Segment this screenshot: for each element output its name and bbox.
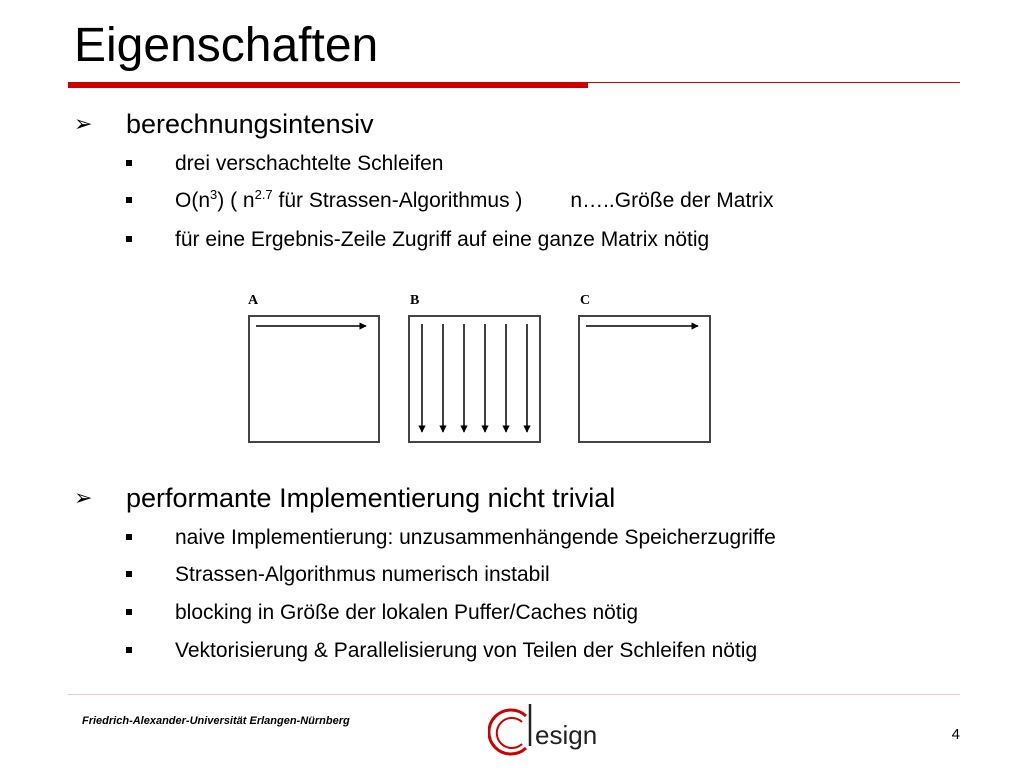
arrow-bullet-icon: ➢ bbox=[74, 485, 93, 510]
square-bullet-icon bbox=[126, 571, 132, 577]
logo-text: esign bbox=[535, 720, 598, 750]
bullet-text: Strassen-Algorithmus numerisch instabil bbox=[175, 563, 550, 586]
matrix-a-box bbox=[249, 316, 379, 442]
matrix-c-box bbox=[579, 316, 710, 442]
square-bullet-icon bbox=[126, 236, 132, 242]
column-arrows-b bbox=[422, 324, 527, 432]
design-logo bbox=[488, 700, 613, 762]
bullet-text-complexity: $O(n^3)$ ( $n^{2.7}$ für Strassen-Algorithmus ) n…..Größe der Matrix bbox=[175, 187, 774, 212]
page-number: 4 bbox=[951, 726, 960, 743]
square-bullet-icon bbox=[126, 647, 132, 653]
footer-divider bbox=[68, 694, 960, 695]
bullet-text: für eine Ergebnis-Zeile Zugriff auf eine ganze Matrix nötig bbox=[175, 228, 710, 251]
figure-label-b: B bbox=[410, 293, 420, 308]
bullet-text: drei verschachtelte Schleifen bbox=[175, 152, 444, 175]
section1-heading: berechnungsintensiv bbox=[126, 109, 374, 139]
square-bullet-icon bbox=[126, 197, 132, 203]
title-underline-accent bbox=[68, 82, 588, 88]
title-underline-thin bbox=[588, 82, 960, 83]
bullet-text: Vektorisierung & Parallelisierung von Teilen der Schleifen nötig bbox=[175, 639, 758, 662]
bullet-text: blocking in Größe der lokalen Puffer/Caches nötig bbox=[175, 601, 639, 624]
section2-heading: performante Implementierung nicht trivial bbox=[126, 483, 616, 513]
figure-label-c: C bbox=[580, 293, 591, 308]
logo-arc-inner bbox=[497, 718, 522, 748]
figure-label-a: A bbox=[248, 293, 259, 308]
bullet-text: naive Implementierung: unzusammenhängende Speicherzugriffe bbox=[175, 526, 776, 549]
footer-institution: Friedrich-Alexander-Universität Erlangen-Nürnberg bbox=[82, 715, 350, 727]
square-bullet-icon bbox=[126, 609, 132, 615]
matrix-access-figure bbox=[236, 286, 726, 448]
arrow-bullet-icon: ➢ bbox=[74, 111, 93, 136]
square-bullet-icon bbox=[126, 534, 132, 540]
slide-title: Eigenschaften bbox=[74, 19, 379, 72]
square-bullet-icon bbox=[126, 160, 132, 166]
matrix-b-box bbox=[409, 316, 540, 442]
